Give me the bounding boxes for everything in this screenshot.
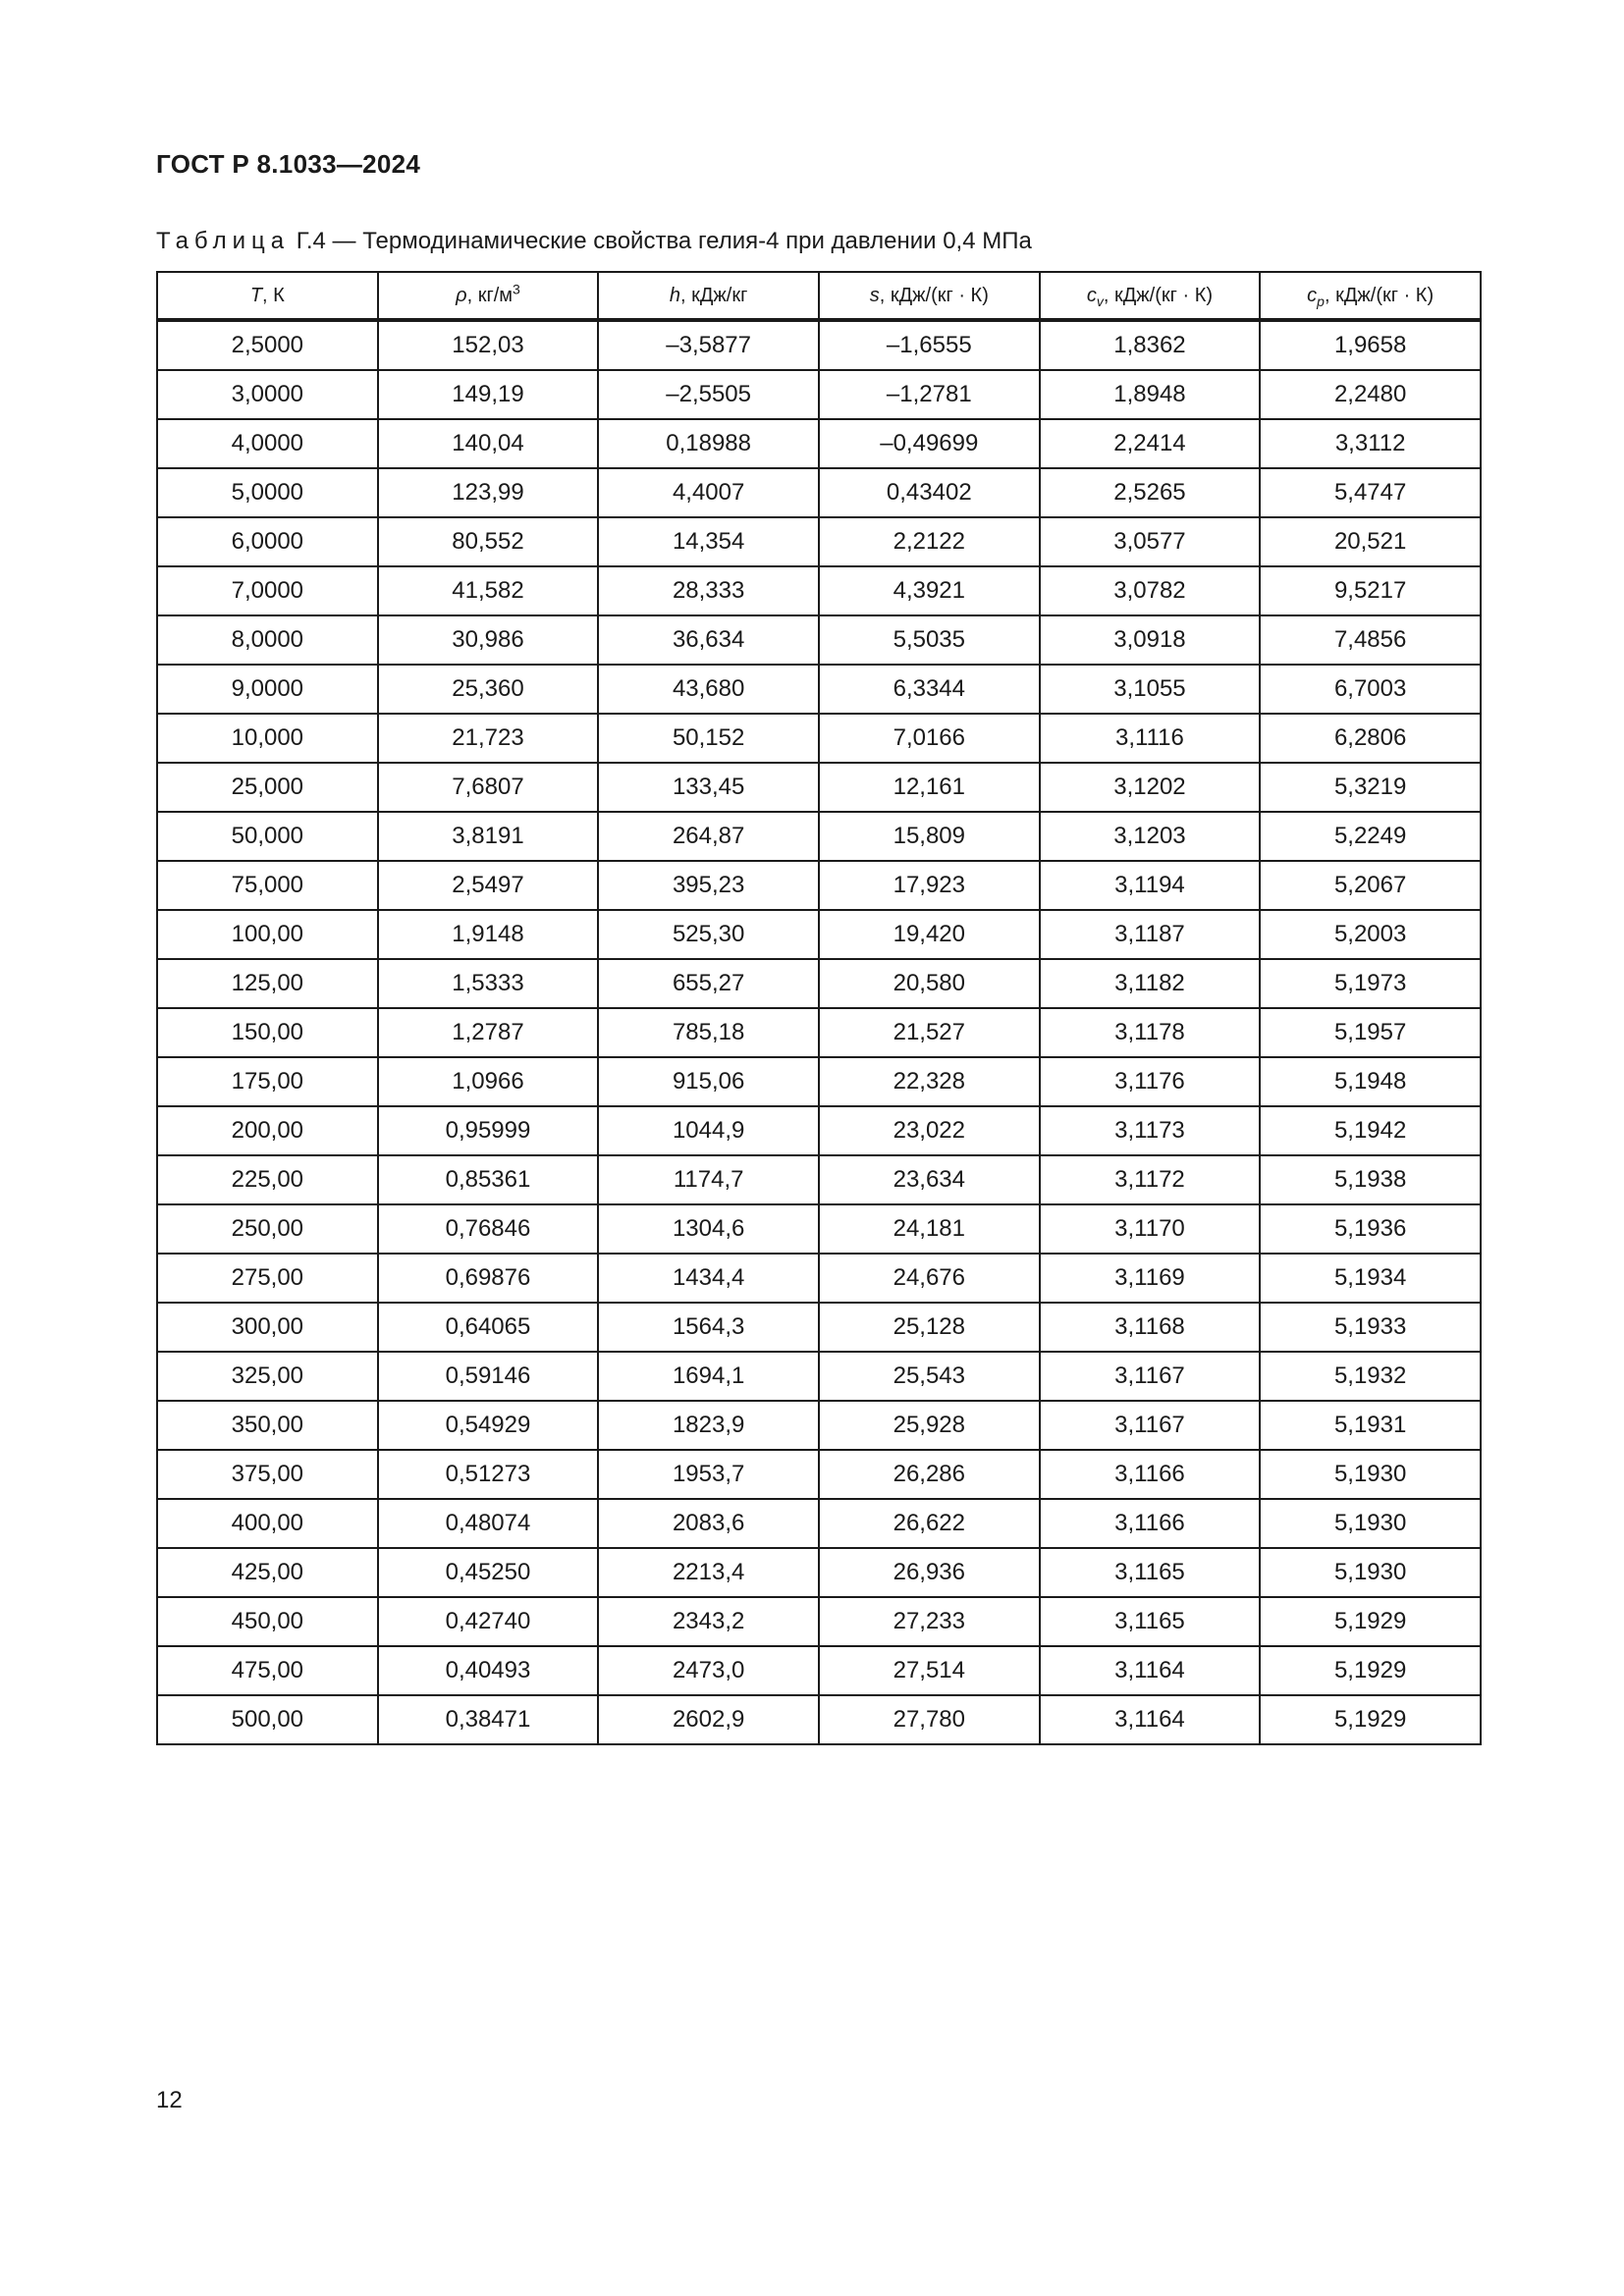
table-row (157, 1106, 1481, 1155)
table-row (157, 468, 1481, 517)
table-row (157, 1008, 1481, 1057)
cell-cv: 3,0782 (1040, 566, 1261, 615)
cell-enthalpy: 1953,7 (598, 1450, 819, 1499)
table-row (157, 959, 1481, 1008)
cell-density: 1,0966 (378, 1057, 599, 1106)
table-row (157, 1450, 1481, 1499)
cell-cp: 5,1929 (1260, 1646, 1481, 1695)
table-row (157, 1303, 1481, 1352)
cell-cv: 3,1165 (1040, 1548, 1261, 1597)
cell-density: 0,42740 (378, 1597, 599, 1646)
cell-cp: 2,2480 (1260, 370, 1481, 419)
cell-temperature: 150,00 (157, 1008, 378, 1057)
cell-density: 0,85361 (378, 1155, 599, 1204)
cell-enthalpy: 14,354 (598, 517, 819, 566)
cell-temperature: 250,00 (157, 1204, 378, 1254)
cell-cv: 3,1168 (1040, 1303, 1261, 1352)
cell-enthalpy: 1823,9 (598, 1401, 819, 1450)
cell-density: 7,6807 (378, 763, 599, 812)
cell-cp: 5,3219 (1260, 763, 1481, 812)
cell-temperature: 6,0000 (157, 517, 378, 566)
cell-density: 0,40493 (378, 1646, 599, 1695)
cell-density: 2,5497 (378, 861, 599, 910)
table-row (157, 1401, 1481, 1450)
cell-entropy: 5,5035 (819, 615, 1040, 665)
cell-cv: 3,1164 (1040, 1695, 1261, 1744)
cell-temperature: 25,000 (157, 763, 378, 812)
cell-temperature: 9,0000 (157, 665, 378, 714)
cell-cv: 3,1202 (1040, 763, 1261, 812)
cell-enthalpy: 2213,4 (598, 1548, 819, 1597)
cell-density: 0,45250 (378, 1548, 599, 1597)
cell-entropy: 19,420 (819, 910, 1040, 959)
cell-temperature: 100,00 (157, 910, 378, 959)
cell-enthalpy: 28,333 (598, 566, 819, 615)
cell-cp: 5,1932 (1260, 1352, 1481, 1401)
cell-cp: 5,1973 (1260, 959, 1481, 1008)
cell-cp: 9,5217 (1260, 566, 1481, 615)
cell-entropy: 23,634 (819, 1155, 1040, 1204)
table-row (157, 812, 1481, 861)
cell-density: 0,51273 (378, 1450, 599, 1499)
table-row (157, 1646, 1481, 1695)
table-row (157, 1499, 1481, 1548)
cell-cv: 3,1167 (1040, 1401, 1261, 1450)
cell-temperature: 10,000 (157, 714, 378, 763)
cell-entropy: 27,233 (819, 1597, 1040, 1646)
cell-enthalpy: 1174,7 (598, 1155, 819, 1204)
document-header: ГОСТ Р 8.1033—2024 (156, 149, 421, 179)
cell-enthalpy: 915,06 (598, 1057, 819, 1106)
cell-entropy: 0,43402 (819, 468, 1040, 517)
table-row (157, 1254, 1481, 1303)
cell-enthalpy: 264,87 (598, 812, 819, 861)
cell-density: 0,59146 (378, 1352, 599, 1401)
cell-enthalpy: 4,4007 (598, 468, 819, 517)
cell-cv: 3,1203 (1040, 812, 1261, 861)
cell-temperature: 450,00 (157, 1597, 378, 1646)
cell-cv: 1,8948 (1040, 370, 1261, 419)
cell-density: 21,723 (378, 714, 599, 763)
cell-enthalpy: 2083,6 (598, 1499, 819, 1548)
cell-cp: 7,4856 (1260, 615, 1481, 665)
cell-density: 25,360 (378, 665, 599, 714)
cell-temperature: 500,00 (157, 1695, 378, 1744)
cell-density: 0,38471 (378, 1695, 599, 1744)
cell-cv: 3,0577 (1040, 517, 1261, 566)
cell-cv: 3,1194 (1040, 861, 1261, 910)
cell-density: 0,54929 (378, 1401, 599, 1450)
cell-cp: 5,1929 (1260, 1597, 1481, 1646)
table-caption-label: Таблица (156, 228, 291, 254)
cell-cp: 5,1933 (1260, 1303, 1481, 1352)
cell-entropy: 4,3921 (819, 566, 1040, 615)
cell-density: 1,9148 (378, 910, 599, 959)
cell-temperature: 7,0000 (157, 566, 378, 615)
cell-temperature: 425,00 (157, 1548, 378, 1597)
cell-cv: 3,1165 (1040, 1597, 1261, 1646)
cell-cv: 3,0918 (1040, 615, 1261, 665)
cell-temperature: 8,0000 (157, 615, 378, 665)
cell-enthalpy: –2,5505 (598, 370, 819, 419)
cell-cp: 5,1957 (1260, 1008, 1481, 1057)
cell-enthalpy: 655,27 (598, 959, 819, 1008)
cell-entropy: 26,622 (819, 1499, 1040, 1548)
cell-density: 152,03 (378, 320, 599, 370)
cell-cp: 5,1948 (1260, 1057, 1481, 1106)
cell-temperature: 400,00 (157, 1499, 378, 1548)
cell-cp: 20,521 (1260, 517, 1481, 566)
cell-cp: 5,2003 (1260, 910, 1481, 959)
cell-density: 123,99 (378, 468, 599, 517)
cell-enthalpy: 2343,2 (598, 1597, 819, 1646)
cell-cv: 1,8362 (1040, 320, 1261, 370)
cell-temperature: 2,5000 (157, 320, 378, 370)
table-row (157, 1597, 1481, 1646)
cell-enthalpy: 43,680 (598, 665, 819, 714)
table-row (157, 517, 1481, 566)
cell-cp: 5,1936 (1260, 1204, 1481, 1254)
cell-cp: 5,2249 (1260, 812, 1481, 861)
page-number: 12 (156, 2087, 183, 2113)
table-row (157, 714, 1481, 763)
cell-temperature: 75,000 (157, 861, 378, 910)
cell-density: 0,95999 (378, 1106, 599, 1155)
cell-entropy: 25,128 (819, 1303, 1040, 1352)
cell-density: 41,582 (378, 566, 599, 615)
header-entropy: s, кДж/(кг · К) (819, 272, 1040, 320)
header-temperature: T, К (157, 272, 378, 320)
cell-temperature: 300,00 (157, 1303, 378, 1352)
cell-enthalpy: 36,634 (598, 615, 819, 665)
table-caption-text: Г.4 — Термодинамические свойства гелия-4 при давлении 0,4 МПа (296, 228, 1032, 254)
table-row (157, 665, 1481, 714)
cell-enthalpy: 525,30 (598, 910, 819, 959)
cell-temperature: 475,00 (157, 1646, 378, 1695)
table-body (157, 320, 1481, 1744)
table-row (157, 419, 1481, 468)
table-row (157, 763, 1481, 812)
cell-entropy: 24,676 (819, 1254, 1040, 1303)
cell-density: 0,64065 (378, 1303, 599, 1352)
cell-cv: 3,1182 (1040, 959, 1261, 1008)
cell-enthalpy: 0,18988 (598, 419, 819, 468)
cell-density: 0,76846 (378, 1204, 599, 1254)
cell-cp: 5,1930 (1260, 1548, 1481, 1597)
cell-cv: 3,1178 (1040, 1008, 1261, 1057)
table-caption (156, 228, 1032, 255)
cell-cp: 5,1938 (1260, 1155, 1481, 1204)
cell-cv: 3,1167 (1040, 1352, 1261, 1401)
cell-temperature: 5,0000 (157, 468, 378, 517)
cell-entropy: 7,0166 (819, 714, 1040, 763)
table-row (157, 1695, 1481, 1744)
cell-density: 80,552 (378, 517, 599, 566)
header-density: ρ, $кг/м^3$ (378, 272, 599, 320)
cell-density: 3,8191 (378, 812, 599, 861)
header-enthalpy: h, кДж/кг (598, 272, 819, 320)
cell-enthalpy: 2602,9 (598, 1695, 819, 1744)
cell-entropy: 27,514 (819, 1646, 1040, 1695)
cell-entropy: 23,022 (819, 1106, 1040, 1155)
cell-cv: 3,1187 (1040, 910, 1261, 959)
cell-cp: 6,2806 (1260, 714, 1481, 763)
cell-cv: 3,1169 (1040, 1254, 1261, 1303)
cell-entropy: 15,809 (819, 812, 1040, 861)
header-cp: $c_p$, кДж/(кг · К) (1260, 272, 1481, 320)
cell-entropy: 6,3344 (819, 665, 1040, 714)
table-header-row (157, 272, 1481, 320)
cell-temperature: 200,00 (157, 1106, 378, 1155)
cell-density: 30,986 (378, 615, 599, 665)
cell-enthalpy: 1694,1 (598, 1352, 819, 1401)
cell-cp: 5,1942 (1260, 1106, 1481, 1155)
cell-entropy: 26,286 (819, 1450, 1040, 1499)
cell-cv: 3,1173 (1040, 1106, 1261, 1155)
table-row (157, 615, 1481, 665)
cell-entropy: 27,780 (819, 1695, 1040, 1744)
cell-entropy: –1,2781 (819, 370, 1040, 419)
cell-cp: 5,1931 (1260, 1401, 1481, 1450)
cell-temperature: 325,00 (157, 1352, 378, 1401)
cell-entropy: –0,49699 (819, 419, 1040, 468)
cell-entropy: 17,923 (819, 861, 1040, 910)
table-row (157, 1204, 1481, 1254)
cell-cp: 5,1929 (1260, 1695, 1481, 1744)
cell-cp: 5,2067 (1260, 861, 1481, 910)
cell-enthalpy: 1304,6 (598, 1204, 819, 1254)
cell-enthalpy: 50,152 (598, 714, 819, 763)
table-row (157, 861, 1481, 910)
cell-enthalpy: 1044,9 (598, 1106, 819, 1155)
cell-enthalpy: 133,45 (598, 763, 819, 812)
cell-cp: 3,3112 (1260, 419, 1481, 468)
cell-entropy: 25,543 (819, 1352, 1040, 1401)
cell-entropy: 2,2122 (819, 517, 1040, 566)
cell-entropy: 22,328 (819, 1057, 1040, 1106)
cell-temperature: 50,000 (157, 812, 378, 861)
cell-temperature: 375,00 (157, 1450, 378, 1499)
cell-entropy: 26,936 (819, 1548, 1040, 1597)
cell-density: 1,5333 (378, 959, 599, 1008)
cell-density: 0,69876 (378, 1254, 599, 1303)
cell-cv: 3,1116 (1040, 714, 1261, 763)
cell-entropy: 25,928 (819, 1401, 1040, 1450)
cell-temperature: 4,0000 (157, 419, 378, 468)
cell-enthalpy: –3,5877 (598, 320, 819, 370)
cell-cp: 5,1930 (1260, 1499, 1481, 1548)
table-row (157, 320, 1481, 370)
cell-cv: 3,1164 (1040, 1646, 1261, 1695)
cell-temperature: 175,00 (157, 1057, 378, 1106)
cell-enthalpy: 1434,4 (598, 1254, 819, 1303)
cell-entropy: 21,527 (819, 1008, 1040, 1057)
cell-temperature: 125,00 (157, 959, 378, 1008)
cell-temperature: 350,00 (157, 1401, 378, 1450)
cell-cp: 5,1934 (1260, 1254, 1481, 1303)
cell-cv: 3,1055 (1040, 665, 1261, 714)
table-row (157, 910, 1481, 959)
thermo-properties-table (156, 271, 1482, 1745)
cell-enthalpy: 395,23 (598, 861, 819, 910)
cell-enthalpy: 2473,0 (598, 1646, 819, 1695)
cell-cv: 2,2414 (1040, 419, 1261, 468)
cell-temperature: 275,00 (157, 1254, 378, 1303)
table-row (157, 566, 1481, 615)
header-cv: $c_v$, кДж/(кг · К) (1040, 272, 1261, 320)
cell-entropy: 20,580 (819, 959, 1040, 1008)
cell-cv: 3,1166 (1040, 1499, 1261, 1548)
cell-entropy: 12,161 (819, 763, 1040, 812)
cell-entropy: 24,181 (819, 1204, 1040, 1254)
cell-temperature: 225,00 (157, 1155, 378, 1204)
table-row (157, 1352, 1481, 1401)
cell-cp: 6,7003 (1260, 665, 1481, 714)
cell-temperature: 3,0000 (157, 370, 378, 419)
cell-cv: 3,1172 (1040, 1155, 1261, 1204)
cell-cp: 5,1930 (1260, 1450, 1481, 1499)
cell-cv: 3,1166 (1040, 1450, 1261, 1499)
cell-density: 1,2787 (378, 1008, 599, 1057)
cell-enthalpy: 1564,3 (598, 1303, 819, 1352)
cell-cp: 5,4747 (1260, 468, 1481, 517)
table-row (157, 370, 1481, 419)
cell-enthalpy: 785,18 (598, 1008, 819, 1057)
table-row (157, 1155, 1481, 1204)
table-row (157, 1057, 1481, 1106)
cell-density: 149,19 (378, 370, 599, 419)
cell-density: 140,04 (378, 419, 599, 468)
cell-cp: 1,9658 (1260, 320, 1481, 370)
cell-density: 0,48074 (378, 1499, 599, 1548)
table-row (157, 1548, 1481, 1597)
cell-cv: 2,5265 (1040, 468, 1261, 517)
cell-cv: 3,1176 (1040, 1057, 1261, 1106)
cell-cv: 3,1170 (1040, 1204, 1261, 1254)
cell-entropy: –1,6555 (819, 320, 1040, 370)
